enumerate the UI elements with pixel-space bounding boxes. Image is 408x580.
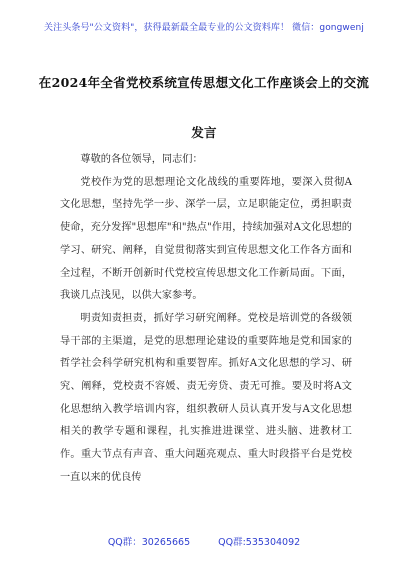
salutation: 尊敬的各位领导，同志们： <box>80 154 203 165</box>
paragraph-2: 明责知责担责，抓好学习研究阐释。党校是培训党的各级领导干部的主渠道，是党的思想理论建设的重要阵地是党和国家的哲学社会科学研究机构和重要智库。抓好A文化思想的学习、研究、阐释，党校责不容媛、责无旁贷、责无可推。要及时将A文化思想纳入教学培训内容，组织教研人员认真开发与A文化思想相关的教学专题和课程，扎实推进进课堂、进头脑、进教材工作。重大节点有声音、重大问题亮观点、重大时段搭平台是党校一直以来的优良传 <box>60 312 352 483</box>
document-title-line-2: 发言 <box>191 125 217 140</box>
document-title-line-1: 在2024年全省党校系统宣传思想文化工作座谈会上的交流 <box>38 75 370 90</box>
qq-group-2: QQ群:535304092 <box>218 537 301 548</box>
promo-banner: 关注头条号"公文资料"，获得最新最全最专业的公文资料库！ 微信：gongwenj <box>44 23 364 33</box>
qq-group-1: QQ群：30265665 <box>107 537 191 548</box>
footer-contact <box>0 534 408 548</box>
document-body <box>60 149 352 490</box>
paragraph-1: 党校作为党的思想理论文化战线的重要阵地，要深入贯彻A文化思想，坚持先学一步、深学一层，立足职能定位，勇担职责使命，充分发挥"思想库"和"热点"作用，持续加强对A文化思想的学习、研究、阐释，自觉贯彻落实到宣传思想文化工作各方面和全过程，不断开创新时代党校宣传思想文化工作新局面。下面，我谈几点浅见，以供大家参考。 <box>60 176 352 302</box>
